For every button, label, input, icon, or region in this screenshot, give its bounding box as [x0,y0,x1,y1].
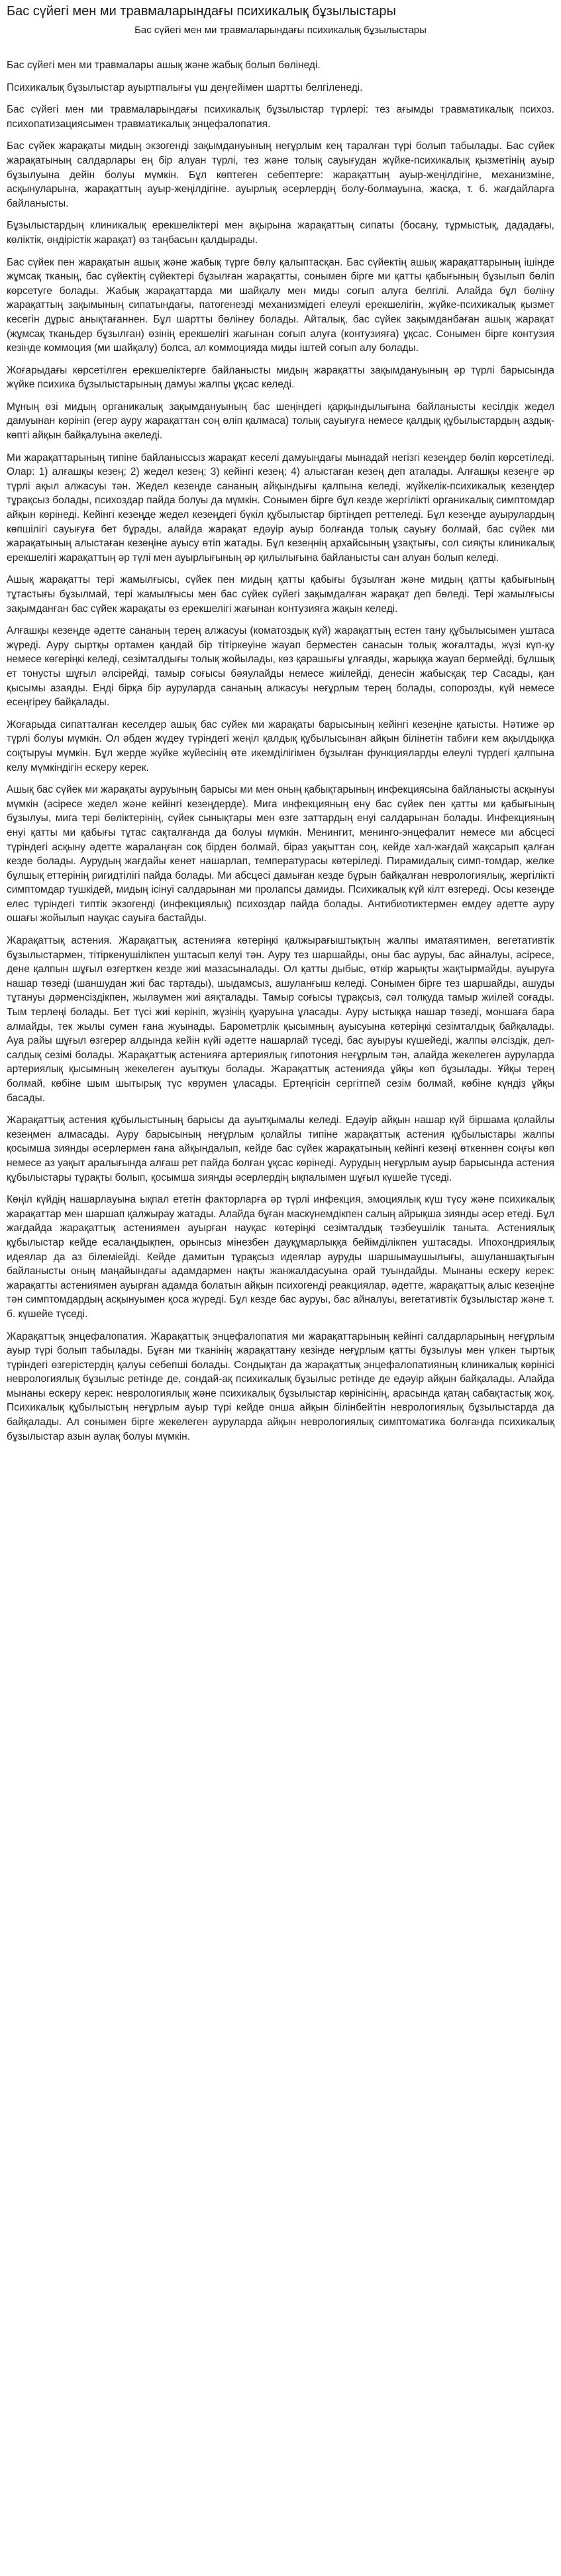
paragraph: Жарақаттық астения. Жарақаттық астенияға көтеріңкі қалжырағыштықтың жалпы иматаятимен, вегетативтік бұзылыстармен, тітіркенушілікпен уштасып келуі тән. Ауру тез шаршайды, оны бас ауруы, бас айналуы, әсіресе, дене қалпын шұғыл өзгерткен кезде жиі мазасыналады. Ол қатты дыбыс, өткір жарықты жақтырмайды, ауыруға нашар төзеді (шаншудан жиі бас тартады), шыдамсыз, ашуланғыш келеді. Сонымен бірге тез шаршайды, ашуды тұтануы дәрменсіздікпен, жылаумен жиі аяқталады. Тамыр соғысы тұрақсыз, сәл толқуда тамыр жиілей соғады. Тым терлеңі болады. Бет түсі жиі көрініп, жүзінің қуаруына ұласады. Ауру ыстыққа нашар төзеді, моншаға бара алмайды, тек жылы сумен ғана жуынады. Барометрлік қысымның ауысуына көтеріңкі сезімталдық байқалады. Ауа райы шұғыл өзгерер алдында кейін күйі әдетте нашарлай түседі, бас ауыруы күшейеді, жалпы әлсіздік, дел-салдық сезімі болады. Жарақаттық астенияға артериялық гипотония неғұрлым тән, алайда жекелеген ауруларда артериялық қысымның жекелеген ауытқуы болады. Жарақаттық астенияда ұйқы көп бұзылады. Ұйқы терең болмай, көбіне шым шытырық түс көрумен ұласады. Ертеңгісін сергітпей сезім болмай, көбіне күндіз ұйқы басады. [7,935,554,1104]
paragraph: Бас сүйек пен жарақатын ашық және жабық түрге бөлу қалыптасқан. Бас сүйектің ашық жарақаттарының ішінде жұмсақ тканың, бас сүйектің сүйектері бұзылған жарақатты, сонымен бірге ми қатты қабығының бұзылып бөліп көрсетуге болады. Жабық жарақаттарда ми шайқалу мен миды соғып алуға белгілі. Алайда бұл бөліну жарақаттың зақымының сипатындағы, патогенезді механизмідегі елеулі ерекшелігін, жүйке-психикалық қызмет кесегін дұрыс анықтағаннен. Бұл шартты бөлінеу болады. Айталық, бас сүйек зақымданбаған ашық жарақат (жұмсақ тканьдер бұзылған) өзінің ерекшелігі жағынан соғып алуға (контузияға) ұқсас. Сонымен бірге контузия кезінде коммоция (ми шайқалу) болса, ал коммоцияда миды іштей соғып алу болады. [7,256,554,354]
paragraph: Жоғарыдағы көрсетілген ерекшеліктерге байланысты мидың жарақатты зақымдануының әр түрлі барысында жүйке психика бұзылыстарының дамуы жалпы ұқсас келеді. [7,364,554,391]
paragraph: Жоғарыда сипатталған кеселдер ашық бас сүйек ми жарақаты барысының кейінгі кезеңіне қатысты. Нәтиже әр түрлі болуы мүмкін. Ол әбден жүдеу түріндегі жеңіл қалдық құбылысынан айқын білінетін табиғи кем ақылдыққа соқтыруы мүмкін. Бұл жерде жүйке жүйесінің өте икемділігімен бұзылған функцияларды елеулі түрдегі қалпына келу мүмкіндігін ескеру керек. [7,718,554,773]
paragraph: Бас сүйегі мен ми травмалары ашық және жабық болып бөлінеді. [7,60,321,71]
paragraph: Мұның өзі мидың органикалық зақымдануының бас шеңіндегі қарқындылығына байланысты кесілдік жедел дамуынан көрініп (егер ауру жарақаттан соң өліп қалмаса) толық сауығуға немесе қалдық құбылыстардың аздық-көпті айқын байқалуына әкеледі. [7,401,554,442]
document-title: Бас сүйегі мен ми травмаларындағы психикалық бұзылыстары [7,4,396,19]
document-body [7,58,554,1444]
paragraph: Бұзылыстардың клиникалық ерекшеліктері мен ақырына жарақаттың сипаты (босану, тұрмыстық, дададағы, көліктік, өндірістік жарақат) өз таңбасын қалдырады. [7,220,554,246]
document-subtitle: Бас сүйегі мен ми травмаларындағы психикалық бұзылыстары [134,25,427,36]
paragraph: Жарақаттық энцефалопатия. Жарақаттық энцефалопатия ми жарақаттарының кейінгі салдарларының неғұрлым ауыр түрі болып табылады. Бұған ми тканінің жарақаттану кезінде неғұрлым қатты бұзылуы мен үлкен тыртық түріндегі өзгерістердің қалуы себепші болады. Сондықтан да жарақаттық энцефалопатияның клиникалық көрінісі неврологиялық бұзылыс ретінде де, сондай-ақ психикалық бұзылыс ретінде де едәуір айқын байқалады. Алайда мынаны ескеру керек: неврологиялық және психикалық бұзылыстар көрінісінің, арасында қатаң сабақтастық жоқ. Психикалық құбылыстың неғұрлым ауыр түрі кейде онша айқын білінбейтін неврологиялық бұзылыстарда да байқалады. Ал сонымен бірге жекелеген ауруларда айқын неврологиялық симптоматика болғанда психикалық бұзылыстар азын аулақ болуы мүмкін. [7,1330,554,1442]
paragraph: Ми жарақаттарының типіне байланыссыз жарақат кеселі дамуындағы мынадай негізгі кезеңдер бөліп көрсетіледі. Олар: 1) алғашқы кезең; 2) жедел кезең; 3) кейінгі кезең; 4) алыстаған кезең деп аталады. Алғашқы кезеңге әр түрлі ақыл алжасуы тән. Жедел кезеңде сананың айқындығы қалпына келеді, жүйкелік-психикалық кезеңдер тұрақсыз болады, психоздар пайда болуы да мүмкін. Сонымен бірге бұл кезде жергілікті органикалық симптомдар айқын көрінеді. Кейінгі кезеңде жедел кезеңдегі бүкіл құбылыстар біртіндеп реттеледі. Бұл кезеңде ауырулардың көпшілігі сауығуға бет бұрады, алайда жарақат едәуір ауыр болғанда толық сауығу болмай, бас сүйек ми жарақатының алыстаған кезеңіне ауысу өтіп жатады. Бұл кезеңнің архайсының ұзақтығы, сол сияқты клиникалық ерекшелігі жарақаттың әр түлі мен ауырлығының әр қилылығына байланысты сан алуан болып келеді. [7,452,554,564]
paragraph: Алғашқы кезеңде әдетте сананың терең алжасуы (коматоздық күй) жарақаттың естен тану құбылысымен уштаса жүреді. Ауру сыртқы ортамен қандай бір тітіркеуіне жауап берместен санасын толық жоғалтады, жүзі күп-қу немесе көгеріңкі келеді, сезімталдығы толық жойылады, көз қарашығы ұлғаяды, жарыққа жауап бермейді, бұлшық ет тонусты шұғыл әлсірейді, тамыр соғысы бәяулайды немесе жиілейді, денесін жабысқақ тер Сасады, қан қысымы азаяды. Енді бірқа бір ауруларда сананың алжасуы неғұрлым терең болады, сопорозды, күй немесе есеңгіреу байқалады. [7,625,554,709]
paragraph: Ашық жарақатты тері жамылғысы, сүйек пен мидың қатты қабығы бұзылған және мидың қатты қабығының тұтастығы бұзылмай, тері жамылғысы мен бас сүйек сүйегі зақымдалған жарақат деп бөледі. Тері жамылғысы зақымданған бас сүйек жарақаты өз ерекшелігі жағынан контузияға жақын келеді. [7,574,554,615]
paragraph: Бас сүйек жарақаты мидың экзогенді зақымдануының неғұрлым кең таралған түрі болып табылады. Бас сүйек жарақатының салдарлары ең бір алуан түрлі, тез және толық сауығудан жүйке-психикалық қызметінің ауыр бұзылуына дейін болуы мүмкін. Бұл көптеген себептерге: жарақаттың ауыр-жеңілдігіне, механизміне, асқынуларына, жарақаттың ауыр-жеңілдігіне. ауырлық әсерлердің болу-болмауына, жасқа, т. б. жағдайларға байланысты. [7,140,554,209]
paragraph: Көңіл күйдің нашарлауына ықпал ететін факторларға әр түрлі инфекция, эмоциялық күш түсу және психикалық жарақаттар мен шаршап қалжырау жатады. Алайда бұған маскүнемдікпен салың айрықша зиянды әсер етеді. Бұл жағдайда жарақаттық астениямен ауырған науқас көтеріңкі сезімталдық тәзбеушілік таныта. Астениялық құбылыстар кейде есалаңдықпен, орынсыз мінезбен дауқұмарлыққа бейімділікпен уштасады. Ипохондриялық идеялар да аз білеміейді. Кейде дамитын тұрақсыз идеялар ауруды шаршымаушылығы, ашуланшақтығын байланысты оның маңайындағы адамдармен нақты жанжалдасуына орай туындайды. Мынаны ескеру керек: жарақатты астениямен ауырған адамда болатын айқын психогенді реакциялар, әдетте, жарақаттық алыс кезеңіне тән симптомдардың асқынуымен қоса жүреді. Бұл кезде бас ауруы, бас айналуы, вегетативтік бұзылыстар және т. б. күшейе түседі. [7,1194,554,1320]
paragraph: Психикалық бұзылыстар ауыртпалығы үш деңгейімен шартты белгіленеді. [7,81,363,93]
paragraph: Бас сүйегі мен ми травмаларындағы психикалық бұзылыстар түрлері: тез ағымды травматикалық психоз. психопатизациясымен травматикалық энцефалопатия. [7,104,554,130]
paragraph: Жарақаттық астения құбылыстының барысы да ауытқымалы келеді. Едәуір айқын нашар күй біршама қолайлы кезеңмен алмасады. Ауру барысының неғұрлым қолайлы типіне жарақаттық астения құбылыстары жалпы қосымша зиянды әсерлермен ғана айқындалып, кейде бас сүйек жарақатының кейінгі кезеңі өткеннен соңғы көп немесе аз уақыт аралығында алғаш рет пайда болған ұқсас көрінеді. Аурудың неғұрлым ауыр барысында астения құбылыстары тұрақты болып, қосымша зиянды әсерлердің ықпалымен шұғыл күшейе түседі. [7,1115,554,1183]
paragraph: Ашық бас сүйек ми жарақаты ауруының барысы ми мен оның қабықтарының инфекциясына байланысты асқынуы мүмкін (әсіресе жедел және кейінгі кезеңдерде). Мига инфекцияның ену бас сүйек пен қатты ми қабығының бұзылуы, мига тері бөліктерінің, сүйек сынықтары мен өзге заттардың енуі салдарынан болады. Инфекцияның енуі қатты ми қабығы тұтас сақталғанда да болуы мүмкін. Менингит, менинго-энцефалит немесе ми абсцесі түріндегі асқыну әдетте жаралаңған соқ бірден болмай, біраз уақыттан соң, кейде хал-жағдай жақсарып қалған кезде болады. Аурудың жағдайы кенет нашарлап, температурасы көтеріледі. Пирамидалық симп-томдар, желке бұлшық еттерінің ригидтілігі пайда болады. Ми абсцесі дамыған кезде бұрын байқалған невpологиялық, жергілікті симптомдар тушкідей, мидың ісінуі салдарынан ми пролапсы дамиды. Психикалық күй кілт өзгереді. Осы кезеңде елес түріндегі типтік экзогенді (инфекциялық) психоздар пайда болады. Антибиотиктермен емдеу әдетте ауру ошағы жойылып науқас сауыға бастайды. [7,784,554,924]
